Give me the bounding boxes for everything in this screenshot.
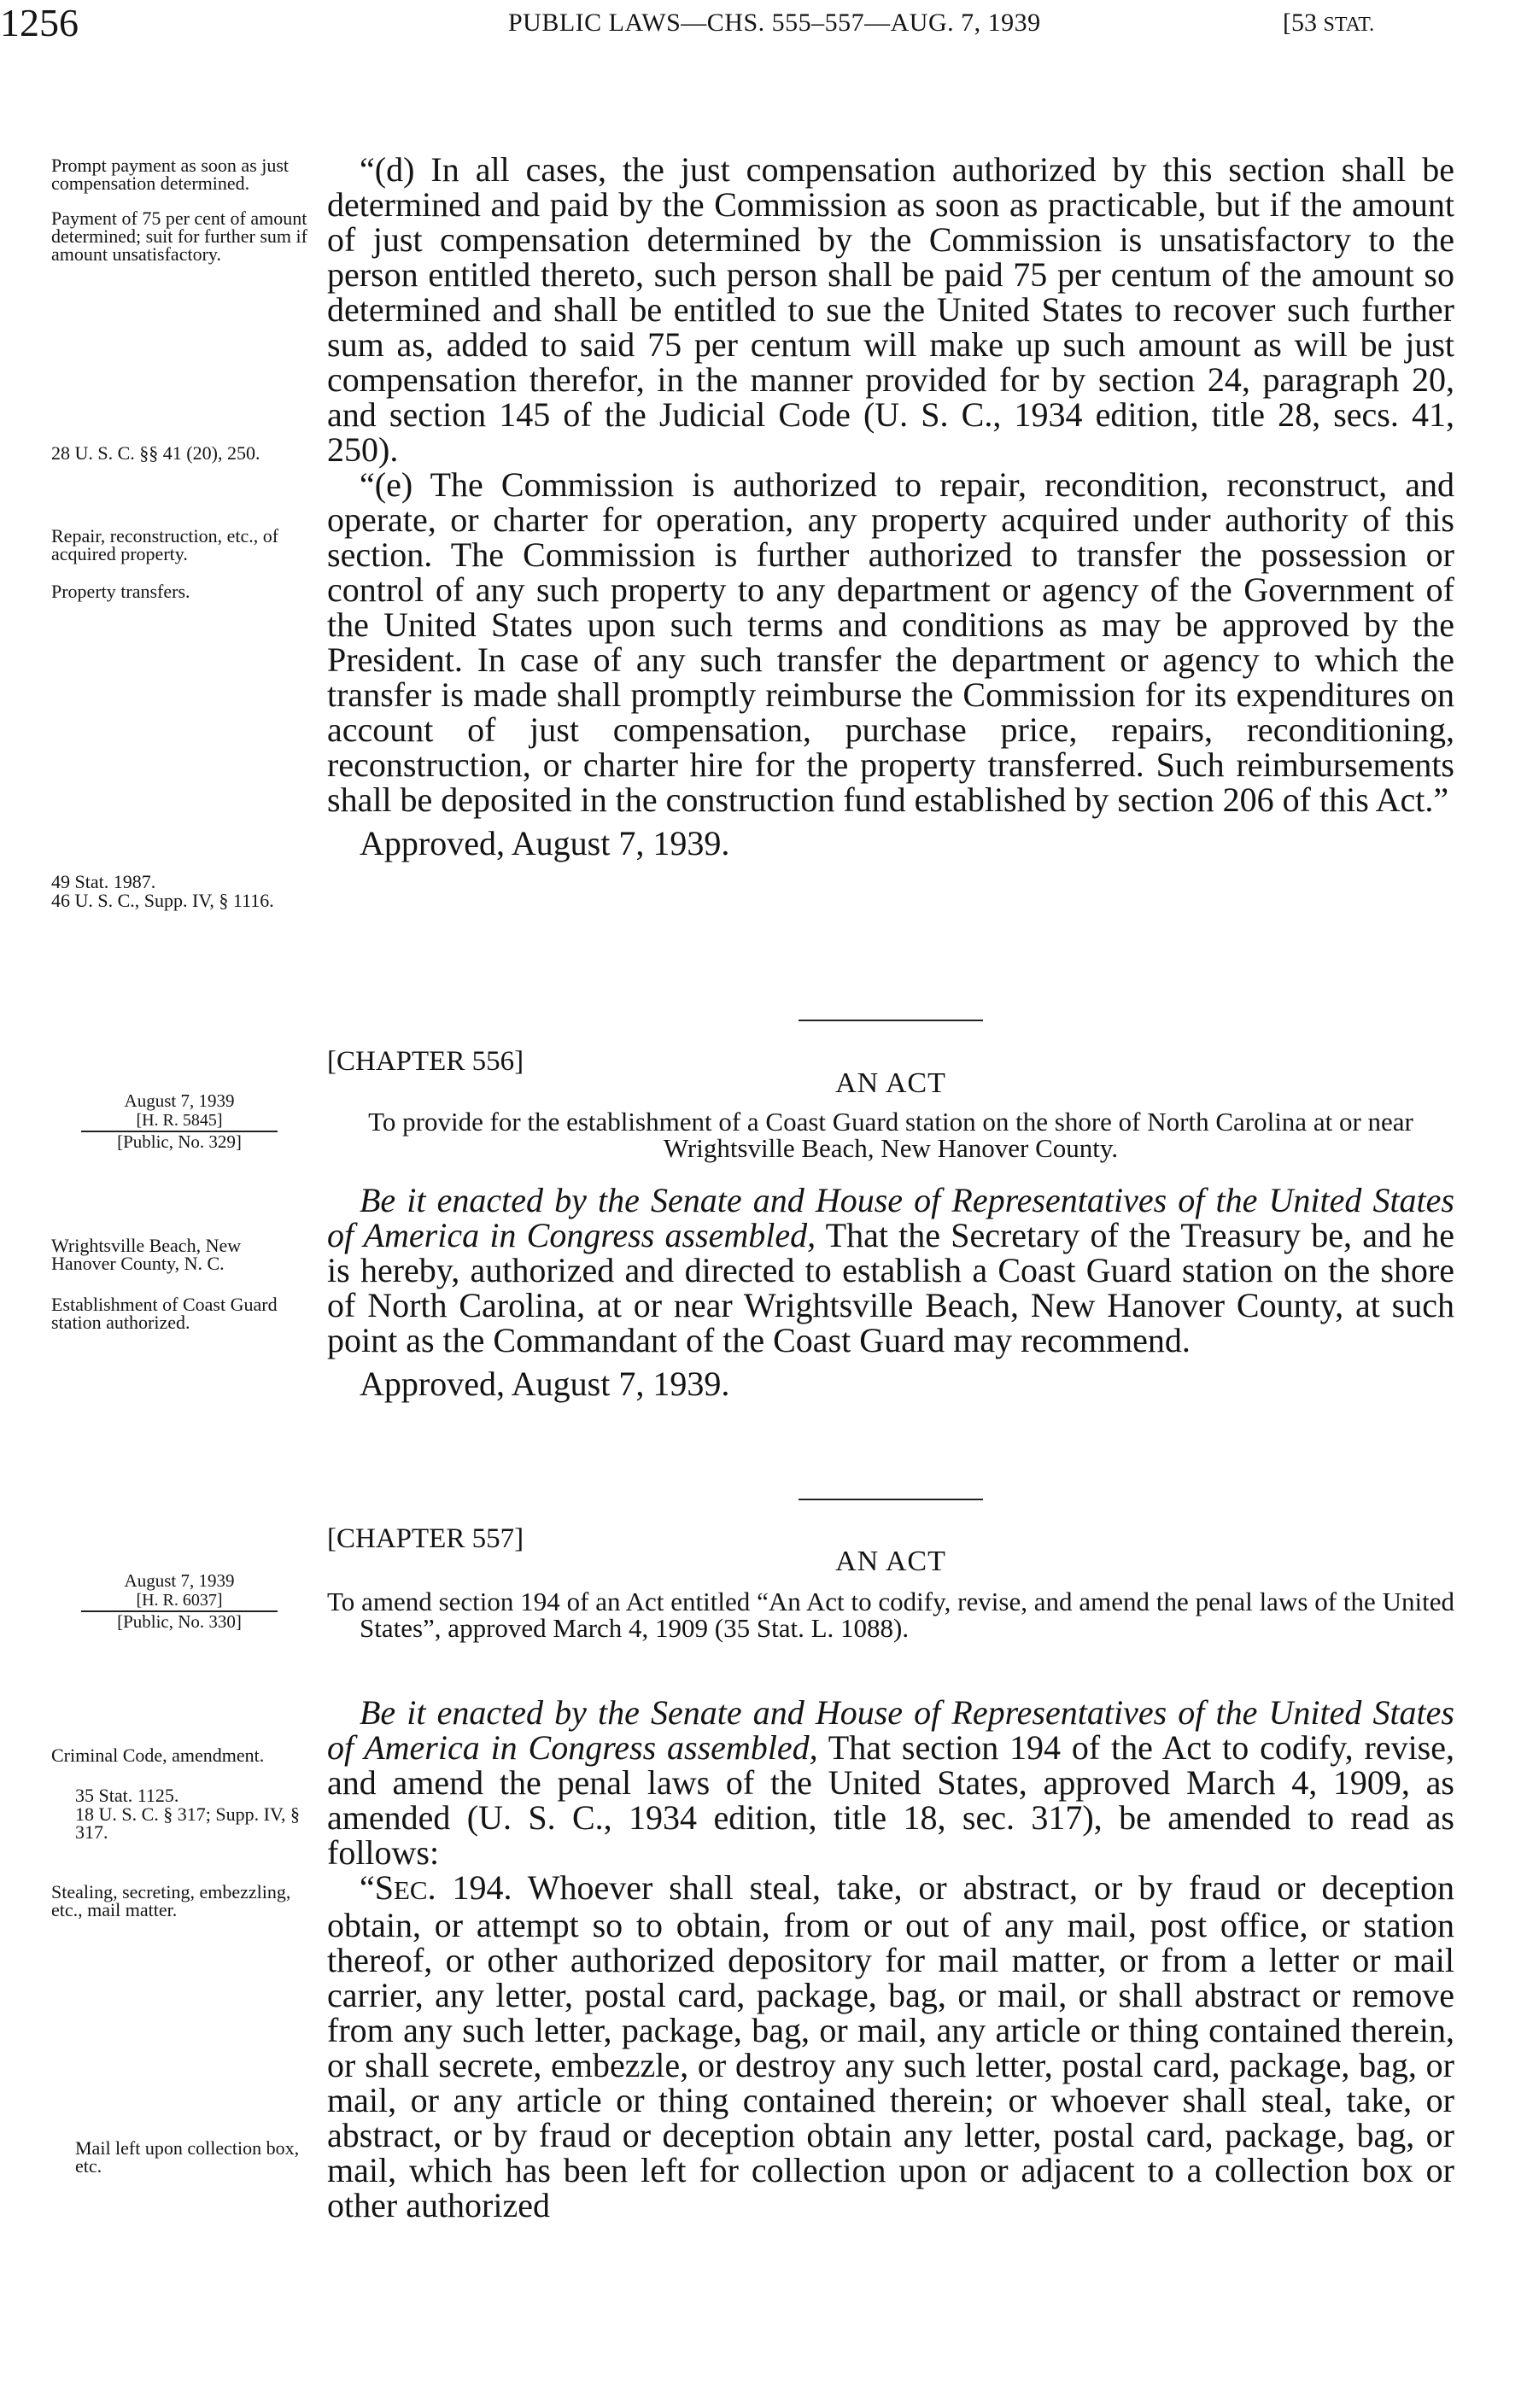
chapter-556-title-text: To provide for the establishment of a Coast Guard station on the shore of North Carolina at or near Wrightsville Beach, New Hanover County. xyxy=(368,1107,1413,1163)
section-194-paragraph xyxy=(327,1870,1454,2223)
margin-note-46usc: 46 U. S. C., Supp. IV, § 1116. xyxy=(51,890,274,911)
chapter-557-margin-head xyxy=(51,1571,307,1632)
margin-note-repair: Repair, reconstruction, etc., of acquired property. xyxy=(51,525,279,564)
margin-note-property-transfers: Property transfers. xyxy=(51,581,190,602)
volume-prefix: [53 xyxy=(1283,9,1324,37)
chapter-556-margin-head xyxy=(51,1091,307,1152)
section-d-paragraph: “(d) In all cases, the just compensation authorized by this section shall be determined and paid by the Commission as soon as practicable, but if the amount of just compensation determined by the Commission is unsatisfactory to the person entitled thereto, such person shall be paid 75 per centum of the amount so determined and shall be entitled to sue the United States to recover such further sum as, added to said 75 per centum will make up such amount as will be just compensation therefor, in the manner provided for by section 24, paragraph 20, and section 145 of the Judicial Code (U. S. C., 1934 edition, title 28, secs. 41, 250). xyxy=(327,150,1454,469)
separator-rule xyxy=(799,1499,983,1500)
chapter-555-body xyxy=(327,152,1454,861)
chapter-556-body xyxy=(327,1183,1454,1401)
chapter-557-title-text: To amend section 194 of an Act entitled “An Act to codify, revise, and amend the penal laws of the United States”, approved March 4, 1909 (35 Stat. L. 1088). xyxy=(327,1587,1454,1643)
chapter-557-enacting xyxy=(327,1695,1454,1870)
running-header xyxy=(0,0,1401,51)
chapter-556-title xyxy=(327,1108,1454,1161)
chapter-557-text: That section 194 of the Act to codify, revise, and amend the penal laws of the United States, approved March 4, 1909, as amended (U. S. C., 1934 edition, title 18, sec. 317), be amended to read as follows: xyxy=(327,1728,1454,1872)
margin-note-28usc: 28 U. S. C. §§ 41 (20), 250. xyxy=(51,442,260,464)
sec-smallcaps: EC xyxy=(394,1875,428,1905)
approved-556: Approved, August 7, 1939. xyxy=(360,1365,730,1403)
chapter-556-an-act: AN ACT xyxy=(835,1067,946,1099)
margin-note-mail-left: Mail left upon collection box, etc. xyxy=(75,2137,300,2177)
enacting-clause: Be it enacted by the Senate and House of Representatives of the United States of America in Congress assembled, xyxy=(327,1693,1454,1767)
margin-date: August 7, 1939 xyxy=(124,1570,235,1591)
chapter-556-heading: [CHAPTER 556] xyxy=(327,1046,524,1077)
chapter-556-enacting xyxy=(327,1183,1454,1358)
margin-note-wrightsville: Wrightsville Beach, New Hanover County, N. C. xyxy=(51,1235,242,1274)
page-number: 1256 xyxy=(0,1,79,44)
separator-rule xyxy=(799,1020,983,1021)
section-e-paragraph: “(e) The Commission is authorized to repair, recondition, reconstruct, and operate, or charter for operation, any property acquired under authority of this section. The Commission is further authorized to transfer the possession or control of any such property to any department or agency of the Government of the United States upon such terms and conditions as may be approved by the President. In case of any such transfer the department or agency to which the transfer is made shall promptly reimburse the Commission for its expenditures on account of just compensation, purchase price, repairs, reconditioning, reconstruction, or charter hire for the property transferred. Such reimbursements shall be deposited in the construction fund established by section 206 of this Act.” xyxy=(327,465,1454,819)
volume-stat: STAT. xyxy=(1323,14,1375,36)
running-head: PUBLIC LAWS—CHS. 555–557—AUG. 7, 1939 xyxy=(508,9,1041,37)
margin-note-35stat: 35 Stat. 1125. xyxy=(75,1785,179,1806)
margin-note-payment-75: Payment of 75 per cent of amount determined; suit for further sum if amount unsatisfactory. xyxy=(51,207,307,265)
chapter-557-heading: [CHAPTER 557] xyxy=(327,1523,524,1554)
margin-note-prompt-payment: Prompt payment as soon as just compensation determined. xyxy=(51,155,290,194)
chapter-556-text: That the Secretary of the Treasury be, and he is hereby, authorized and directed to establish a Coast Guard station on the shore of North Carolina, at or near Wrightsville Beach, New Hanover County, at such point as the Commandant of the Coast Guard may recommend. xyxy=(327,1216,1454,1359)
margin-note-18usc: 18 U. S. C. § 317; Supp. IV, § 317. xyxy=(75,1803,301,1843)
enacting-clause: Be it enacted by the Senate and House of Representatives of the United States of America in Congress assembled, xyxy=(327,1181,1454,1254)
chapter-557-title xyxy=(327,1588,1454,1641)
margin-note-establishment: Establishment of Coast Guard station authorized. xyxy=(51,1294,278,1333)
margin-date: August 7, 1939 xyxy=(124,1090,235,1111)
margin-bill: [H. R. 6037] xyxy=(136,1591,223,1610)
volume-reference xyxy=(1283,9,1374,38)
sec-open: “S xyxy=(360,1868,394,1907)
approved-555: Approved, August 7, 1939. xyxy=(360,824,730,862)
section-194-text: . 194. Whoever shall steal, take, or abstract, or by fraud or deception obtain, or attempt so to obtain, from or out of any mail, post office, or station thereof, or other authorized depository for mail matter, or from a letter or mail carrier, any letter, postal card, package, bag, or mail, or shall abstract or remove from any such letter, package, bag, or mail, any article or thing contained therein, or shall secrete, embezzle, or destroy any such letter, postal card, package, bag, or mail, or any article or thing contained therein; or whoever shall steal, take, or abstract, or by fraud or deception obtain any letter, postal card, package, bag, or mail, which has been left for collection upon or adjacent to a collection box or other authorized xyxy=(327,1868,1454,2224)
margin-note-49stat: 49 Stat. 1987. xyxy=(51,871,156,892)
chapter-557-body xyxy=(327,1695,1454,2223)
margin-public: [Public, No. 329] xyxy=(117,1131,242,1152)
margin-note-criminal-code: Criminal Code, amendment. xyxy=(51,1745,265,1766)
margin-public: [Public, No. 330] xyxy=(117,1611,242,1632)
margin-note-stealing: Stealing, secreting, embezzling, etc., mail matter. xyxy=(51,1881,291,1920)
chapter-557-an-act: AN ACT xyxy=(835,1546,946,1577)
margin-bill: [H. R. 5845] xyxy=(136,1111,223,1130)
